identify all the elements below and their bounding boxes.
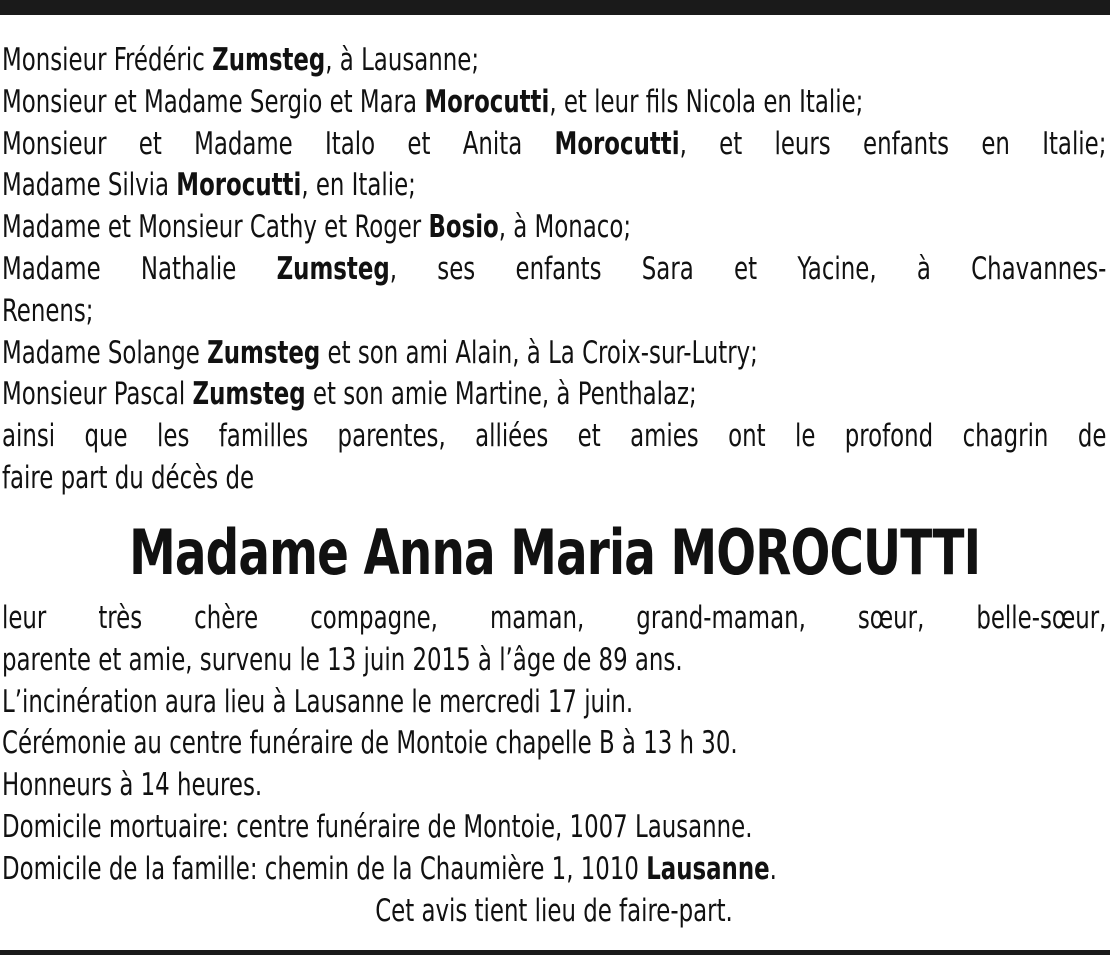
family-list [2, 40, 1106, 500]
family-line: Monsieur Frédéric Zumsteg, à Lausanne; [2, 42, 480, 78]
details-list [2, 598, 1106, 932]
detail-line: L’incinération aura lieu à Lausanne le mercredi 17 juin. [2, 683, 634, 720]
family-line: Monsieur et Madame Sergio et Mara Morocutti, et leur fils Nicola en Italie; [2, 83, 864, 120]
closing-line: Cet avis tient lieu de faire-part. [375, 892, 733, 929]
family-line: Madame Solange Zumsteg et son ami Alain, à La Croix-sur-Lutry; [2, 334, 758, 371]
bottom-rule [0, 950, 1110, 955]
detail-line: Domicile mortuaire: centre funéraire de Montoie, 1007 Lausanne. [2, 808, 753, 845]
family-line: Madame Silvia Morocutti, en Italie; [2, 167, 416, 204]
detail-line: Domicile de la famille: chemin de la Chaumière 1, 1010 Lausanne. [2, 850, 777, 887]
family-line: ainsi que les familles parentes, alliées et amies ont le profond chagrin de [2, 418, 1107, 455]
family-line: Renens; [2, 292, 94, 329]
family-line: Madame et Monsieur Cathy et Roger Bosio, à Monaco; [2, 209, 632, 246]
family-line: Monsieur Pascal Zumsteg et son amie Martine, à Penthalaz; [2, 376, 697, 413]
top-rule [0, 0, 1110, 15]
family-line: Monsieur et Madame Italo et Anita Morocutti, et leurs enfants en Italie; [2, 125, 1107, 162]
detail-line: parente et amie, survenu le 13 juin 2015 à l’âge de 89 ans. [2, 641, 683, 678]
detail-line: Cérémonie au centre funéraire de Montoie chapelle B à 13 h 30. [2, 725, 738, 762]
detail-line: Honneurs à 14 heures. [2, 767, 263, 804]
detail-line: leur très chère compagne, maman, grand-maman, sœur, belle-sœur, [2, 600, 1107, 636]
family-line: faire part du décès de [2, 459, 255, 496]
family-line: Madame Nathalie Zumsteg, ses enfants Sara et Yacine, à Chavannes- [2, 250, 1107, 287]
deceased-name: Madame Anna Maria MOROCUTTI [129, 516, 981, 589]
